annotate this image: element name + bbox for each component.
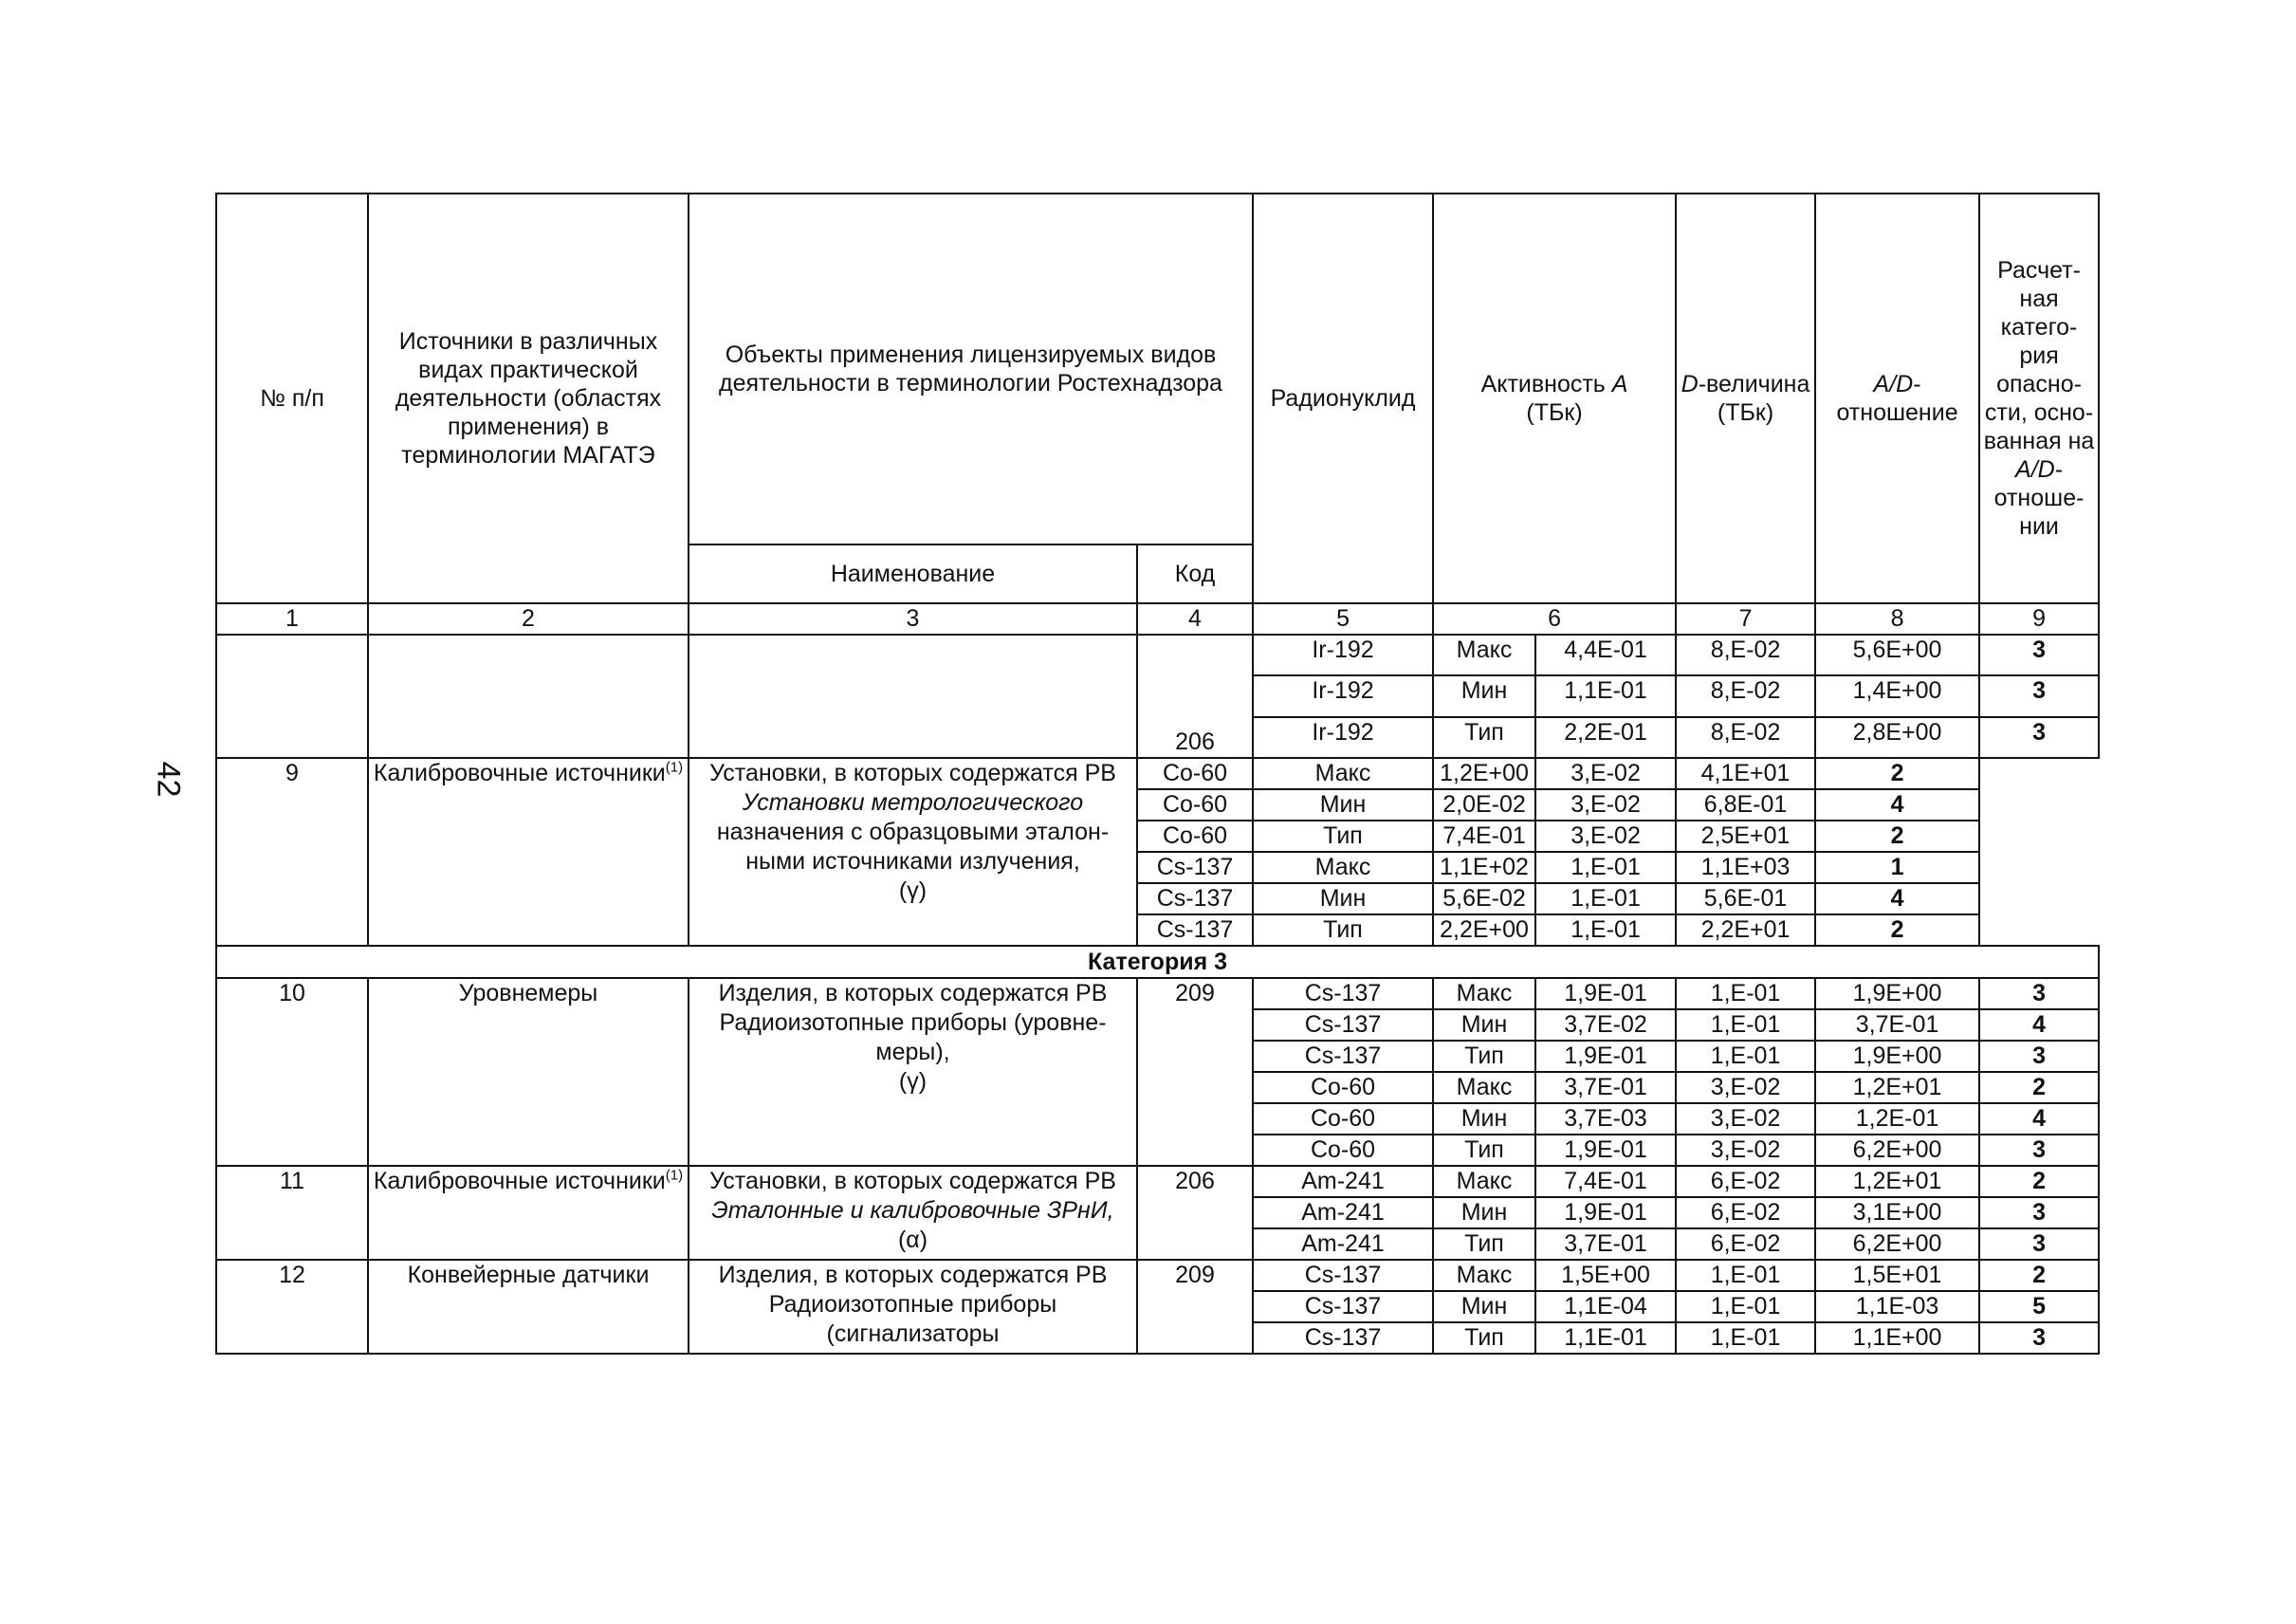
- group-12: [216, 1260, 2099, 1354]
- cell-activity: 2,0E-02: [1433, 789, 1535, 821]
- cell-kind: Мин: [1433, 1291, 1535, 1322]
- header-activity-unit: (ТБк): [1526, 399, 1583, 426]
- group-9: [216, 758, 2099, 946]
- cell-ad-ratio: 1,1E+03: [1676, 852, 1815, 883]
- table-header: [216, 194, 2099, 635]
- cell-d-value: 8,E-02: [1676, 675, 1815, 716]
- cell-kind: Мин: [1433, 1009, 1535, 1041]
- cell-activity: 3,7E-02: [1535, 1009, 1676, 1041]
- object-line: назначения с образцовыми эталон-ными источниками излучения,: [716, 819, 1110, 875]
- cell-d-value: 3,E-02: [1676, 1072, 1815, 1103]
- cell-no: 9: [216, 758, 368, 946]
- radiation-sources-table: [215, 193, 2100, 1355]
- header-ad-dash: -: [1913, 371, 1921, 397]
- cell-category: 2: [1815, 914, 1979, 946]
- header-d-label: -величина: [1698, 371, 1810, 397]
- cell-d-value: 8,E-02: [1676, 635, 1815, 675]
- column-number: 6: [1433, 603, 1676, 635]
- cell-d-value: 6,E-02: [1676, 1228, 1815, 1260]
- source-name: Калибровочные источники: [373, 1168, 666, 1194]
- cell-no: 12: [216, 1260, 368, 1354]
- source-name: Калибровочные источники: [373, 760, 666, 786]
- cell-kind: Тип: [1253, 914, 1433, 946]
- cell-ad-ratio: 6,2E+00: [1815, 1228, 1979, 1260]
- cell-ad-ratio: 1,1E-03: [1815, 1291, 1979, 1322]
- header-category-symbol: A/D: [2015, 456, 2055, 483]
- cell-category: 3: [1979, 1135, 2099, 1166]
- cell-nuclide: Ir-192: [1253, 635, 1433, 675]
- cell-d-value: 1,E-01: [1676, 1009, 1815, 1041]
- table-row: [216, 978, 2099, 1009]
- page-number: 42: [150, 761, 187, 798]
- cell-kind: Макс: [1433, 1166, 1535, 1197]
- column-number: 5: [1253, 603, 1433, 635]
- cell-kind: Макс: [1253, 758, 1433, 789]
- object-line: Радиоизотопные приборы (сигнализаторы: [768, 1291, 1057, 1347]
- cell-activity: 1,9E-01: [1535, 1135, 1676, 1166]
- column-number: 7: [1676, 603, 1815, 635]
- header-category-text: Расчет-ная катего-рия опасно-сти, осно-ванная на: [1983, 257, 2095, 454]
- cell-category: 3: [1979, 1322, 2099, 1354]
- cell-ad-ratio: 1,5E+01: [1815, 1260, 1979, 1291]
- cell-activity: 1,2E+00: [1433, 758, 1535, 789]
- cell-activity: 1,1E-04: [1535, 1291, 1676, 1322]
- footnote-mark: (1): [665, 759, 684, 776]
- cell-object: [689, 1260, 1137, 1354]
- cell-nuclide: Co-60: [1137, 789, 1253, 821]
- cell-activity: 1,1E-01: [1535, 1322, 1676, 1354]
- cell-kind: Макс: [1253, 852, 1433, 883]
- cell-activity: 3,7E-01: [1535, 1072, 1676, 1103]
- header-sources: Источники в различных видах практической деятельности (областях применения) в терминологии МАГАТЭ: [368, 194, 689, 603]
- cell-category: 3: [1979, 978, 2099, 1009]
- cell-nuclide: Co-60: [1253, 1135, 1433, 1166]
- cell-ad-ratio: 1,2E-01: [1815, 1103, 1979, 1135]
- table-row: [216, 758, 2099, 789]
- category-row: [216, 946, 2099, 978]
- header-d-symbol: D: [1681, 371, 1699, 397]
- cell-kind: Тип: [1433, 717, 1535, 758]
- cell-nuclide: Am-241: [1253, 1166, 1433, 1197]
- cell-category: 1: [1815, 852, 1979, 883]
- cell-d-value: 3,E-02: [1676, 1135, 1815, 1166]
- cell-kind: Мин: [1253, 883, 1433, 914]
- cell-d-value: 3,E-02: [1535, 821, 1676, 852]
- cell-nuclide: Cs-137: [1137, 852, 1253, 883]
- cell-code: 206: [1137, 635, 1253, 758]
- cell-category: 4: [1815, 883, 1979, 914]
- cell-category: 3: [1979, 1197, 2099, 1228]
- column-number: 1: [216, 603, 368, 635]
- cell-category: 4: [1979, 1103, 2099, 1135]
- object-line: Радиоизотопные приборы (уровне-меры),: [719, 1009, 1107, 1065]
- object-line: Установки, в которых содержатся РВ: [709, 760, 1116, 786]
- cell-object: [689, 978, 1137, 1166]
- category-section: [216, 946, 2099, 978]
- cell-d-value: 1,E-01: [1535, 914, 1676, 946]
- cell-code: 209: [1137, 978, 1253, 1166]
- cell-nuclide: Ir-192: [1253, 717, 1433, 758]
- cell-object: [689, 1166, 1137, 1260]
- cell-activity: 7,4E-01: [1535, 1166, 1676, 1197]
- cell-activity: 1,9E-01: [1535, 1041, 1676, 1072]
- cell-kind: Мин: [1433, 1197, 1535, 1228]
- cell-d-value: 1,E-01: [1676, 1291, 1815, 1322]
- cell-category: 4: [1979, 1009, 2099, 1041]
- cell-d-value: 8,E-02: [1676, 717, 1815, 758]
- cell-ad-ratio: 1,1E+00: [1815, 1322, 1979, 1354]
- header-activity-label: Активность: [1480, 371, 1612, 397]
- header-d-unit: (ТБк): [1717, 399, 1774, 426]
- cell-nuclide: Co-60: [1253, 1072, 1433, 1103]
- cell-activity: 4,4E-01: [1535, 635, 1676, 675]
- cell-object-empty: [689, 635, 1137, 758]
- cell-category: 2: [1815, 758, 1979, 789]
- footnote-mark: (1): [665, 1167, 684, 1184]
- cell-kind: Мин: [1433, 1103, 1535, 1135]
- cell-d-value: 1,E-01: [1676, 1041, 1815, 1072]
- header-objects: Объекты применения лицензируемых видов деятельности в терминологии Ростехнадзора: [689, 194, 1253, 544]
- cell-nuclide: Ir-192: [1253, 675, 1433, 716]
- cell-nuclide: Cs-137: [1253, 1041, 1433, 1072]
- cell-category: 4: [1815, 789, 1979, 821]
- cell-no: 11: [216, 1166, 368, 1260]
- cell-source-empty: [368, 635, 689, 758]
- object-line: Установки, в которых содержатся РВ: [709, 1168, 1116, 1194]
- cell-ad-ratio: 1,4E+00: [1815, 675, 1979, 716]
- cell-nuclide: Cs-137: [1253, 1291, 1433, 1322]
- cell-code: 206: [1137, 1166, 1253, 1260]
- cell-nuclide: Cs-137: [1137, 883, 1253, 914]
- cell-activity: 5,6E-02: [1433, 883, 1535, 914]
- group-10: [216, 978, 2099, 1166]
- header-ad-symbol: A/D: [1873, 371, 1914, 397]
- cell-d-value: 3,E-02: [1676, 1103, 1815, 1135]
- object-line-italic: Установки метрологического: [742, 789, 1084, 816]
- cell-ad-ratio: 3,7E-01: [1815, 1009, 1979, 1041]
- header-category: [1979, 194, 2099, 603]
- cell-ad-ratio: 2,8E+00: [1815, 717, 1979, 758]
- cell-category: 5: [1979, 1291, 2099, 1322]
- cell-activity: 3,7E-03: [1535, 1103, 1676, 1135]
- cell-kind: Мин: [1253, 789, 1433, 821]
- cell-activity: 3,7E-01: [1535, 1228, 1676, 1260]
- cell-category: 3: [1979, 675, 2099, 716]
- cell-nuclide: Co-60: [1137, 758, 1253, 789]
- cell-object: [689, 758, 1137, 946]
- cell-nuclide: Cs-137: [1137, 914, 1253, 946]
- cell-activity: 1,9E-01: [1535, 978, 1676, 1009]
- cell-d-value: 6,E-02: [1676, 1197, 1815, 1228]
- cell-activity: 7,4E-01: [1433, 821, 1535, 852]
- cell-nuclide: Co-60: [1137, 821, 1253, 852]
- object-line: (γ): [898, 877, 928, 904]
- cell-nuclide: Am-241: [1253, 1197, 1433, 1228]
- cell-kind: Тип: [1433, 1135, 1535, 1166]
- cell-d-value: 6,E-02: [1676, 1166, 1815, 1197]
- cell-d-value: 3,E-02: [1535, 758, 1676, 789]
- cell-ad-ratio: 2,5E+01: [1676, 821, 1815, 852]
- cell-d-value: 3,E-02: [1535, 789, 1676, 821]
- cell-kind: Тип: [1253, 821, 1433, 852]
- header-radionuclide: Радионуклид: [1253, 194, 1433, 603]
- cell-no-empty: [216, 635, 368, 758]
- cell-category: 2: [1979, 1166, 2099, 1197]
- cell-d-value: 1,E-01: [1535, 852, 1676, 883]
- table-row: [216, 635, 2099, 675]
- cell-d-value: 1,E-01: [1676, 1322, 1815, 1354]
- column-number: 4: [1137, 603, 1253, 635]
- cell-kind: Макс: [1433, 1072, 1535, 1103]
- header-d-value: [1676, 194, 1815, 603]
- cell-ad-ratio: 6,2E+00: [1815, 1135, 1979, 1166]
- cell-category: 3: [1979, 635, 2099, 675]
- cell-kind: Макс: [1433, 635, 1535, 675]
- header-category-tail: -отноше-нии: [1993, 456, 2085, 540]
- cell-code: 209: [1137, 1260, 1253, 1354]
- cell-ad-ratio: 1,2E+01: [1815, 1072, 1979, 1103]
- cell-ad-ratio: 1,9E+00: [1815, 1041, 1979, 1072]
- cell-category: 2: [1979, 1072, 2099, 1103]
- category-title: Категория 3: [216, 946, 2099, 978]
- header-activity: [1433, 194, 1676, 603]
- cell-kind: Макс: [1433, 978, 1535, 1009]
- header-name: Наименование: [689, 544, 1137, 603]
- header-ad-label: отношение: [1836, 399, 1958, 426]
- cell-nuclide: Am-241: [1253, 1228, 1433, 1260]
- table-row: [216, 1166, 2099, 1197]
- group-continued: [216, 635, 2099, 758]
- object-line: Изделия, в которых содержатся РВ: [718, 980, 1108, 1006]
- cell-activity: 1,9E-01: [1535, 1197, 1676, 1228]
- cell-kind: Тип: [1433, 1322, 1535, 1354]
- cell-ad-ratio: 4,1E+01: [1676, 758, 1815, 789]
- cell-source: [368, 1166, 689, 1260]
- cell-source: Уровнемеры: [368, 978, 689, 1166]
- cell-d-value: 1,E-01: [1535, 883, 1676, 914]
- cell-kind: Тип: [1433, 1041, 1535, 1072]
- cell-kind: Тип: [1433, 1228, 1535, 1260]
- group-11: [216, 1166, 2099, 1260]
- cell-activity: 1,1E+02: [1433, 852, 1535, 883]
- header-code: Код: [1137, 544, 1253, 603]
- cell-ad-ratio: 2,2E+01: [1676, 914, 1815, 946]
- column-number-row: [216, 603, 2099, 635]
- header-no: № п/п: [216, 194, 368, 603]
- cell-ad-ratio: 3,1E+00: [1815, 1197, 1979, 1228]
- cell-no: 10: [216, 978, 368, 1166]
- cell-category: 3: [1979, 717, 2099, 758]
- cell-kind: Мин: [1433, 675, 1535, 716]
- cell-ad-ratio: 6,8E-01: [1676, 789, 1815, 821]
- cell-category: 3: [1979, 1228, 2099, 1260]
- table-row: [216, 1260, 2099, 1291]
- cell-ad-ratio: 1,9E+00: [1815, 978, 1979, 1009]
- cell-source: Конвейерные датчики: [368, 1260, 689, 1354]
- cell-nuclide: Cs-137: [1253, 978, 1433, 1009]
- cell-nuclide: Cs-137: [1253, 1009, 1433, 1041]
- object-line: (γ): [898, 1068, 928, 1095]
- cell-nuclide: Cs-137: [1253, 1260, 1433, 1291]
- cell-nuclide: Cs-137: [1253, 1322, 1433, 1354]
- object-line: Изделия, в которых содержатся РВ: [718, 1262, 1108, 1288]
- cell-kind: Макс: [1433, 1260, 1535, 1291]
- header-activity-symbol: A: [1611, 371, 1628, 397]
- header-ad-ratio: [1815, 194, 1979, 603]
- cell-category: 2: [1979, 1260, 2099, 1291]
- cell-ad-ratio: 1,2E+01: [1815, 1166, 1979, 1197]
- object-line: (α): [897, 1227, 928, 1253]
- header-row: [216, 194, 2099, 544]
- cell-category: 2: [1815, 821, 1979, 852]
- cell-d-value: 1,E-01: [1676, 1260, 1815, 1291]
- cell-nuclide: Co-60: [1253, 1103, 1433, 1135]
- column-number: 3: [689, 603, 1137, 635]
- cell-d-value: 1,E-01: [1676, 978, 1815, 1009]
- column-number: 9: [1979, 603, 2099, 635]
- column-number: 2: [368, 603, 689, 635]
- cell-ad-ratio: 5,6E-01: [1676, 883, 1815, 914]
- cell-ad-ratio: 5,6E+00: [1815, 635, 1979, 675]
- column-number: 8: [1815, 603, 1979, 635]
- cell-activity: 1,1E-01: [1535, 675, 1676, 716]
- cell-activity: 2,2E-01: [1535, 717, 1676, 758]
- cell-activity: 2,2E+00: [1433, 914, 1535, 946]
- object-line-italic: Эталонные и калибровочные ЗРнИ,: [711, 1197, 1114, 1224]
- cell-source: [368, 758, 689, 946]
- cell-category: 3: [1979, 1041, 2099, 1072]
- cell-activity: 1,5E+00: [1535, 1260, 1676, 1291]
